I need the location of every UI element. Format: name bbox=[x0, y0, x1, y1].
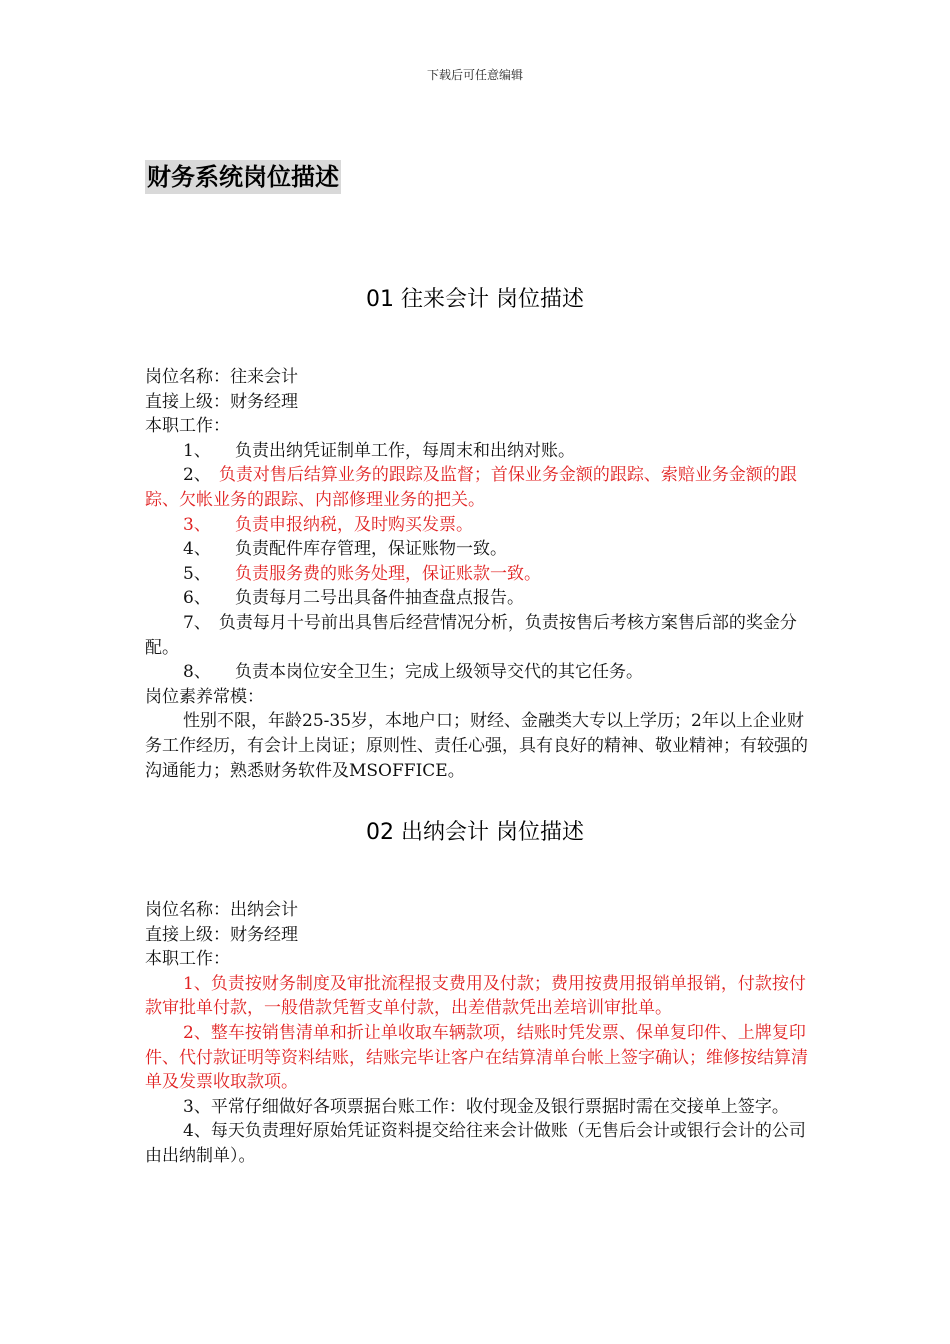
duties-label: 本职工作： bbox=[145, 416, 230, 437]
position-name: 岗位名称：往来会计 bbox=[145, 367, 298, 387]
supervisor: 直接上级：财务经理 bbox=[145, 924, 298, 945]
duty-item: 3、 负责申报纳税，及时购买发票。 bbox=[183, 514, 473, 535]
duty-item: 2、整车按销售清单和折让单收取车辆款项，结账时凭发票、保单复印件、上牌复印件、代付款证明等资料结账，结账完毕让客户在结算清单台帐上签字确认；维修按结算清单及发票收取款项。 bbox=[145, 1022, 808, 1093]
duties-label: 本职工作： bbox=[145, 949, 230, 970]
duty-item: 3、平常仔细做好各项票据台账工作：收付现金及银行票据时需在交接单上签字。 bbox=[183, 1096, 789, 1117]
supervisor: 直接上级：财务经理 bbox=[145, 391, 298, 412]
duty-item: 4、每天负责理好原始凭证资料提交给往来会计做账（无售后会计或银行会计的公司由出纳制单）。 bbox=[145, 1121, 806, 1166]
section-body-cashier bbox=[145, 898, 810, 1169]
duty-item: 1、 负责出纳凭证制单工作，每周末和出纳对账。 bbox=[183, 440, 575, 461]
position-name: 岗位名称：出纳会计 bbox=[145, 900, 298, 920]
document-title: 财务系统岗位描述 bbox=[145, 160, 341, 194]
duty-item: 7、 负责每月十号前出具售后经营情况分析，负责按售后考核方案售后部的奖金分配。 bbox=[145, 612, 797, 658]
page-header-note: 下载后可任意编辑 bbox=[426, 68, 523, 82]
duty-item: 5、 负责服务费的账务处理，保证账款一致。 bbox=[183, 563, 541, 584]
section-title-cashier: 02 出纳会计 岗位描述 bbox=[366, 820, 584, 845]
section-title-accounts: 01 往来会计 岗位描述 bbox=[366, 287, 584, 312]
duty-item: 2、 负责对售后结算业务的跟踪及监督；首保业务金额的跟踪、索赔业务金额的跟踪、欠帐业务的跟踪、内部修理业务的把关。 bbox=[145, 465, 797, 510]
duty-item: 4、 负责配件库存管理，保证账物一致。 bbox=[183, 539, 507, 560]
section-body-accounts bbox=[145, 365, 810, 783]
duty-item: 1、负责按财务制度及审批流程报支费用及付款；费用按费用报销单报销，付款按付款审批单付款，一般借款凭暂支单付款，出差借款凭出差培训审批单。 bbox=[145, 973, 806, 1019]
qualification-text: 性别不限，年龄25-35岁，本地户口；财经、金融类大专以上学历；2年以上企业财务工作经历，有会计上岗证；原则性、责任心强，具有良好的精神、敬业精神；有较强的沟通能力；熟悉财务软件及MSOFFICE。 bbox=[145, 711, 808, 781]
qualification-label: 岗位素养常模： bbox=[145, 686, 264, 707]
duty-item: 6、 负责每月二号出具备件抽查盘点报告。 bbox=[183, 588, 524, 609]
duty-item: 8、 负责本岗位安全卫生；完成上级领导交代的其它任务。 bbox=[183, 662, 643, 683]
